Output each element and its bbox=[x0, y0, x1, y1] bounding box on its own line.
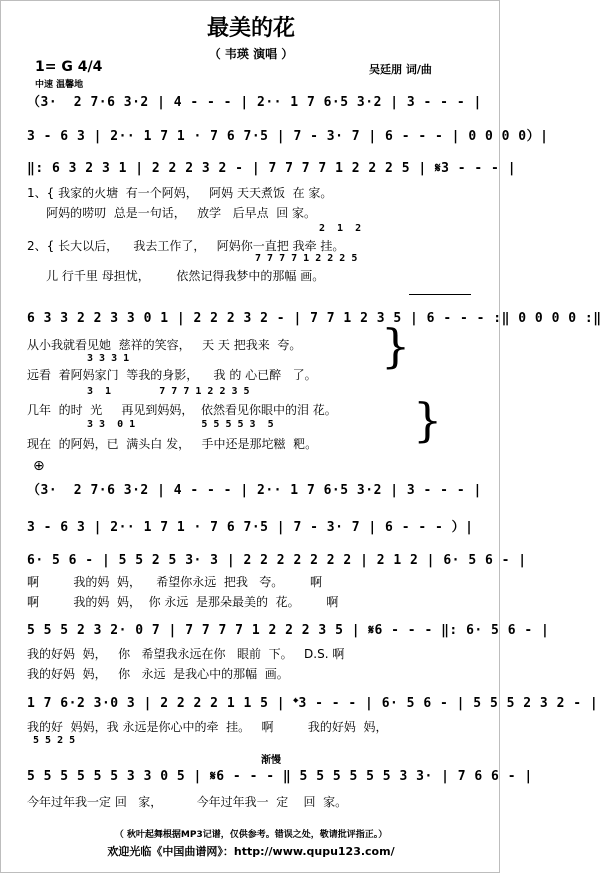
notation-line-2: 3 - 6 3 | 2·· 1 7 1 · 7 6 7·5 | 7 - 3· 7 | 6 - - - | 0 0 0 0）| bbox=[27, 129, 549, 144]
alt-notes-a: 2 1 2 bbox=[319, 223, 362, 234]
ritardando-marking: 渐慢 bbox=[261, 755, 281, 766]
performer: （ 韦瑛 演唱 ） bbox=[208, 47, 294, 61]
verse-2-line-b: 儿 行千里 母担忧， 依然记得我梦中的那幅 画。 bbox=[27, 269, 325, 283]
lyric-7-a: 啊 我的妈 妈， 希望你永远 把我 夸。 啊 bbox=[27, 575, 322, 589]
alt-notes-e: 3 3 0 1 5 5 5 5 3 5 bbox=[87, 419, 274, 430]
chorus-line-2: 远看 着阿妈家门 等我的身影， 我 的 心已醉 了。 bbox=[27, 368, 317, 382]
coda-icon: ⊕ bbox=[33, 458, 45, 474]
key-signature: 1= G 4/4 bbox=[35, 59, 103, 75]
notation-line-4: 6 3 3 2 2 3 3 0 1 | 2 2 2 3 2 - | 7 7 1 2 3 5 | 6 - - - :‖ 0 0 0 0 :‖ bbox=[27, 311, 602, 326]
verse-2-line-a: 2、{ 长大以后， 我去工作了， 阿妈你一直把 我牵 挂。 bbox=[27, 239, 345, 253]
notation-line-7: 6· 5 6 - | 5 5 2 5 3· 3 | 2 2 2 2 2 2 2 | 2 1 2 | 6· 5 6 - | bbox=[27, 553, 527, 568]
brace-right-1: } bbox=[381, 319, 411, 373]
notation-line-5: （3· 2 7·6 3·2 | 4 - - - | 2·· 1 7 6·5 3·2 | 3 - - - | bbox=[27, 483, 482, 498]
alt-notes-c: 3 3 3 1 bbox=[87, 353, 130, 364]
song-title: 最美的花 bbox=[206, 16, 295, 41]
chorus-line-1: 从小我就看见她 慈祥的笑容， 天 天 把我来 夸。 bbox=[27, 338, 302, 352]
lyric-8-a: 我的好妈 妈， 你 希望我永远在你 眼前 下。 D.S. 啊 bbox=[27, 647, 345, 661]
verse-1-line-b: 阿妈的唠叨 总是一句话， 放学 后早点 回 家。 bbox=[27, 206, 317, 220]
notation-line-9: 1 7 6·2 3·0 3 | 2 2 2 2 1 1 5 | 𝄌3 - - - | 6· 5 6 - | 5 5 5 2 3 2 - | bbox=[27, 696, 599, 711]
lyric-7-b: 啊 我的妈 妈， 你 永远 是那朵最美的 花。 啊 bbox=[27, 595, 339, 609]
transcriber-note: （ 秋叶起舞根据MP3记谱，仅供参考。错误之处，敬请批评指正。） bbox=[114, 830, 388, 840]
chorus-line-4: 现在 的阿妈，已 满头白 发， 手中还是那坨糍 粑。 bbox=[27, 437, 318, 451]
verse-1-line-a: 1、{ 我家的火塘 有一个阿妈， 阿妈 天天煮饭 在 家。 bbox=[27, 186, 333, 200]
notation-line-6: 3 - 6 3 | 2·· 1 7 1 · 7 6 7·5 | 7 - 3· 7 | 6 - - - ）| bbox=[27, 520, 474, 535]
lyric-8-b: 我的好妈 妈， 你 永远 是我心中的那幅 画。 bbox=[27, 667, 289, 681]
chorus-line-3: 几年 的时 光 再见到妈妈， 依然看见你眼中的泪 花。 bbox=[27, 403, 337, 417]
volta-bracket bbox=[409, 294, 471, 295]
alt-notes-d: 3 1 7 7 7 1 2 2 3 5 bbox=[87, 386, 250, 397]
brace-right-2: } bbox=[413, 393, 443, 447]
composer-credit: 吴廷朋 词/曲 bbox=[369, 63, 432, 76]
notation-line-8: 5 5 5 2 3 2· 0 7 | 7 7 7 7 1 2 2 2 3 5 | 𝄋6 - - - ‖: 6· 5 6 - | bbox=[27, 623, 550, 638]
lyric-10: 今年过年我一定 回 家， 今年过年我一 定 回 家。 bbox=[27, 795, 348, 809]
website-credit: 欢迎光临《中国曲谱网》：http://www.qupu123.com/ bbox=[107, 845, 395, 858]
tempo-marking: 中速 温馨地 bbox=[35, 80, 84, 90]
alt-notes-b: 7 7 7 7 1 2 2 2 5 bbox=[255, 253, 358, 264]
notation-line-1: （3· 2 7·6 3·2 | 4 - - - | 2·· 1 7 6·5 3·2 | 3 - - - | bbox=[27, 95, 482, 110]
notation-line-3: ‖: 6 3 2 3 1 | 2 2 2 3 2 - | 7 7 7 7 1 2 2 2 5 | 𝄋3 - - - | bbox=[27, 161, 517, 176]
alt-notes-f: 5 5 2 5 bbox=[33, 735, 76, 746]
notation-line-10: 5 5 5 5 5 5 3 3 0 5 | 𝄋6 - - - ‖ 5 5 5 5 5 5 3 3· | 7 6 6 - | bbox=[27, 769, 533, 784]
lyric-9: 我的好 妈妈，我 永远是你心中的牵 挂。 啊 我的好妈 妈， bbox=[27, 720, 388, 734]
